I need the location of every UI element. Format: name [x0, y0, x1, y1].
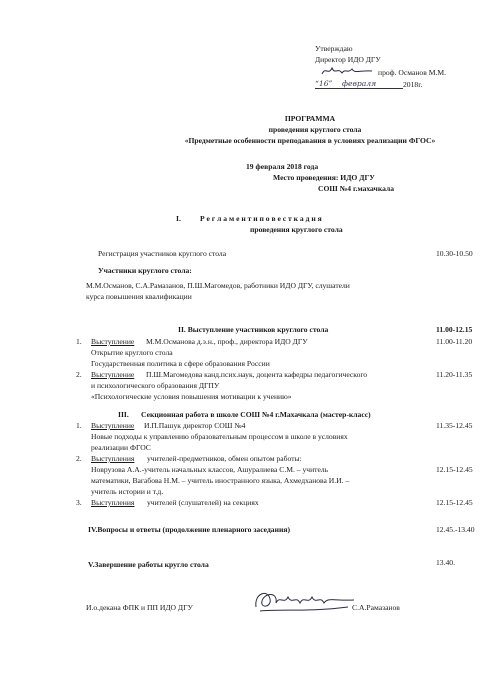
s3-item2-line4: учитель истории и т.д. [91, 487, 164, 496]
s3-item1-label: Выступление [91, 421, 135, 430]
s2-item1-time: 11.00-11.20 [436, 337, 473, 346]
section4-time: 12.45.-13.40 [436, 525, 475, 534]
s3-item1-number: 1. [76, 421, 82, 430]
approval-date-year: 2018г. [403, 80, 423, 89]
section5-time: 13.40. [436, 558, 455, 567]
s2-item1-label: Выступление [91, 337, 135, 346]
s3-item3-line1: учителей (слушателей) на секциях [147, 498, 259, 507]
s3-item1-line3: реализации ФГОС [91, 443, 151, 452]
approval-line3: проф. Османов М.М. [378, 68, 446, 77]
participants-line2: курса повышения квалификации [86, 292, 192, 301]
section1-subtitle: проведения круглого стола [250, 225, 343, 234]
registration-text: Регистрация участников круглого стола [98, 249, 227, 258]
program-title: ПРОГРАММА [284, 114, 336, 123]
s2-item1-line2: Открытие круглого стола [91, 348, 173, 357]
s3-item2-number: 2. [76, 454, 82, 463]
event-date: 19 февраля 2018 года [246, 162, 319, 171]
s3-item2-line1: учителей-предметников, обмен опытом работы: [147, 454, 302, 463]
approval-signature-icon [320, 64, 375, 78]
participants-title: Участники круглого стола: [98, 266, 192, 275]
signer-name: С.А.Рамазанов [352, 603, 400, 612]
s3-item2-line2: Новрузова А.А.-учитель начальных классов, Ашуралиева С.М. – учитель [91, 465, 329, 474]
approval-date-day: “16” [315, 79, 333, 88]
s3-item3-label: Выступления [91, 498, 135, 507]
s2-item1-number: 1. [76, 337, 82, 346]
approval-date-underline [315, 88, 403, 89]
s2-item2-line2: и психологического образования ДГПУ [91, 381, 220, 390]
s3-item3-number: 3. [76, 498, 82, 507]
s3-item1-line1: И.П.Пашук директор СОШ №4 [144, 421, 246, 430]
s3-item2-line3: математики, Вагабова Н.М. – учитель иностранного языка, Ахмедханова И.И. – [91, 476, 350, 485]
s3-item1-line2: Новые подходы к управлению образовательным процессом в школе в условиях [91, 432, 348, 441]
section3-title: Секционная работа в школе СОШ №4 г.Махачкала (мастер-класс) [141, 410, 371, 419]
s2-item2-label: Выступление [91, 370, 135, 379]
s2-item2-number: 2. [76, 370, 82, 379]
section4-title: IV.Вопросы и ответы (продолжение пленарного заседания) [88, 525, 290, 534]
s2-item2-time: 11.20-11.35 [436, 370, 473, 379]
section3-number: III. [118, 410, 129, 419]
venue-line2: СОШ №4 г.махачкала [318, 184, 395, 193]
venue-line1: Место проведения: ИДО ДГУ [273, 173, 375, 182]
s3-item3-time: 12.15-12.45 [436, 498, 473, 507]
approval-line2: Директор ИДО ДГУ [315, 55, 381, 64]
approval-line1: Утверждаю [315, 44, 353, 53]
s3-item2-label: Выступления [91, 454, 135, 463]
section1-number: I. [176, 214, 181, 223]
s2-item2-line1: П.Ш.Магомедова канд.псих.наук, доцента кафедры педагогического [146, 370, 368, 379]
program-subtitle1: проведения круглого стола [268, 125, 362, 134]
section2-title: II. Выступление участников круглого стола [178, 325, 329, 334]
program-subtitle2: «Предметные особенности преподавания в условиях реализации ФГОС» [184, 136, 436, 145]
registration-time: 10.30-10.50 [436, 249, 473, 258]
section5-title: V.Завершение работы кругло стола [88, 560, 209, 569]
approval-date-month: февраля [342, 79, 377, 88]
section1-title: Р е г л а м е н т и п о в е с т к а д н я [200, 214, 322, 223]
s3-item2-time: 12.15-12.45 [436, 465, 473, 474]
handwritten-signature-icon [250, 585, 360, 617]
section2-time: 11.00-12.15 [436, 325, 473, 334]
s2-item1-line1: М.М.Османова д.э.н., проф., директора ИДО ДГУ [146, 337, 308, 346]
s2-item2-line3: «Психологические условия повышения мотивации к учению» [91, 392, 292, 401]
signer-title: И.о.декана ФПК и ПП ИДО ДГУ [86, 603, 193, 612]
s2-item1-line3: Государственная политика в сфере образования России [91, 359, 270, 368]
s3-item1-time: 11.35-12.45 [436, 421, 473, 430]
participants-line1: М.М.Османов, С.А.Рамазанов, П.Ш.Магомедов, работники ИДО ДГУ, слушатели [86, 281, 350, 290]
